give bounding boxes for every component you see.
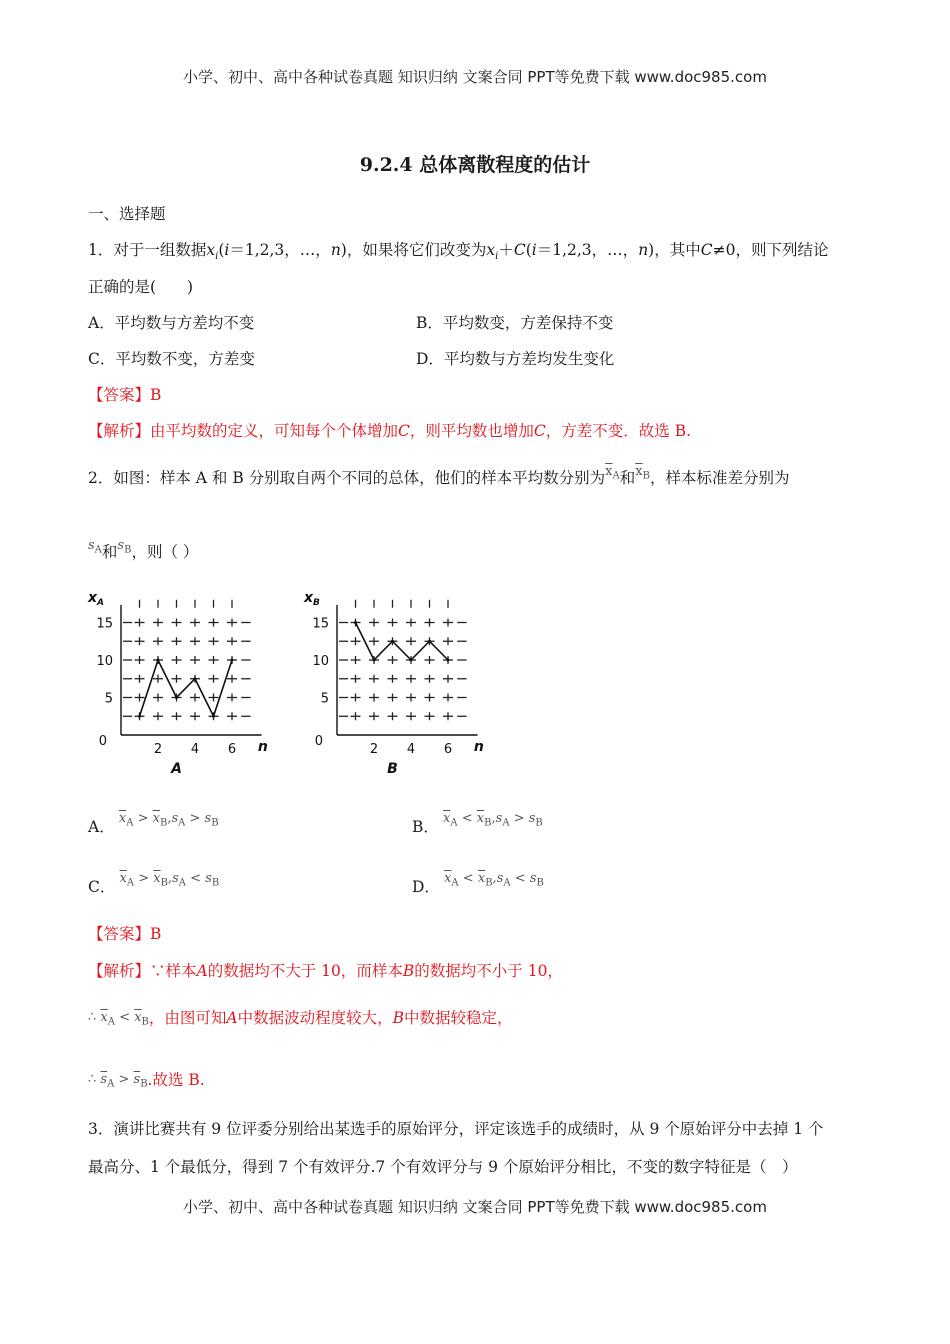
chart-title: B — [387, 761, 398, 777]
q1-option-a: A．平均数与方差均不变 — [88, 314, 255, 332]
data-point — [212, 715, 215, 718]
chart-b — [296, 585, 491, 780]
page-title: 9.2.4 总体离散程度的估计 — [359, 154, 591, 176]
chart-a — [80, 585, 270, 780]
data-point — [428, 640, 431, 643]
q2-stem-line2: $^{s_A}$和$^{s_B}$，则（ ） — [88, 538, 199, 561]
x-tick-label: 6 — [443, 742, 453, 757]
y-tick-label: 5 — [104, 691, 113, 707]
q2-option-d: D． $^{\overline{x}_A < \overline{x}_B,s_A < s_B}$ — [412, 871, 544, 896]
data-point — [175, 696, 178, 699]
q2-analysis-line2: ∴ $\overline{x}_A < \overline{x}_B$，由图可知A中数据波动程度较大，B中数据较稳定， — [88, 1009, 513, 1028]
y-tick-label: 15 — [312, 616, 329, 632]
q2-option-a: A． $^{\overline{x}_A > \overline{x}_B,s_A > s_B}$ — [88, 811, 219, 836]
data-point — [447, 659, 450, 662]
data-point — [410, 659, 413, 662]
y-axis-label: $x_A$ — [88, 590, 104, 608]
page-footer: 小学、初中、高中各种试卷真题 知识归纳 文案合同 PPT等免费下载 www.doc985.com — [183, 1198, 767, 1216]
x-tick-label: 6 — [227, 742, 237, 757]
q1-stem-line2: 正确的是( ) — [88, 278, 194, 296]
q1-option-b: B．平均数变，方差保持不变 — [416, 314, 614, 332]
y-axis-label: $x_B$ — [304, 590, 320, 608]
y-tick-label: 15 — [96, 616, 113, 632]
x-tick-label: 4 — [190, 742, 200, 757]
q1-answer: 【答案】B — [88, 386, 162, 404]
data-point — [391, 640, 394, 643]
q2-option-c: C． $^{\overline{x}_A > \overline{x}_B,s_A < s_B}$ — [88, 871, 220, 896]
q2-analysis-line1: 【解析】∵样本A的数据均不大于 10，而样本B的数据均不小于 10， — [88, 962, 563, 980]
y-tick-label: 10 — [312, 654, 329, 669]
data-point — [194, 677, 197, 680]
q1-option-d: D．平均数与方差均发生变化 — [416, 350, 615, 368]
q3-stem-line2: 最高分、1 个最低分，得到 7 个有效评分.7 个有效评分与 9 个原始评分相比，不变的数字特征是（ ） — [88, 1158, 798, 1176]
section-heading: 一、选择题 — [88, 205, 166, 223]
q2-answer: 【答案】B — [88, 925, 162, 943]
origin-label: 0 — [314, 734, 323, 749]
series-line — [140, 660, 233, 716]
data-point — [231, 659, 234, 662]
q1-stem-line1: 1．对于一组数据$x_i(i=1,2,3$，…，n)，如果将它们改变为$x_i+C(i=1,2,3$，…，n)，其中C≠0，则下列结论 — [88, 241, 829, 263]
origin-label: 0 — [98, 734, 107, 749]
page-header: 小学、初中、高中各种试卷真题 知识归纳 文案合同 PPT等免费下载 www.doc985.com — [183, 68, 767, 86]
q2-stem-line1: 2．如图：样本 A 和 B 分别取自两个不同的总体，他们的样本平均数分别为$^{\overline{x}_A}$和$^{\overline{x}_B}$，样本标准差分别为 — [88, 464, 790, 487]
x-axis-label: n — [473, 739, 484, 755]
data-point — [157, 659, 160, 662]
q1-option-c: C．平均数不变，方差变 — [88, 350, 255, 368]
q1-analysis: 【解析】由平均数的定义，可知每个个体增加C，则平均数也增加C，方差不变．故选 B. — [88, 422, 692, 440]
data-point — [373, 659, 376, 662]
x-axis-label: n — [257, 739, 268, 755]
y-tick-label: 5 — [320, 691, 329, 707]
chart-title: A — [171, 761, 182, 777]
x-tick-label: 4 — [406, 742, 416, 757]
y-tick-label: 10 — [96, 654, 113, 669]
x-tick-label: 2 — [369, 742, 379, 757]
q3-stem-line1: 3．演讲比赛共有 9 位评委分别给出某选手的原始评分，评定该选手的成绩时，从 9 个原始评分中去掉 1 个 — [88, 1120, 824, 1138]
q2-option-b: B． $^{\overline{x}_A < \overline{x}_B,s_A > s_B}$ — [412, 811, 543, 836]
q2-analysis-line3: ∴ $\overline{s}_A > \overline{s}_B$.故选 B. — [88, 1071, 205, 1090]
data-point — [138, 715, 141, 718]
x-tick-label: 2 — [153, 742, 163, 757]
data-point — [354, 621, 357, 624]
